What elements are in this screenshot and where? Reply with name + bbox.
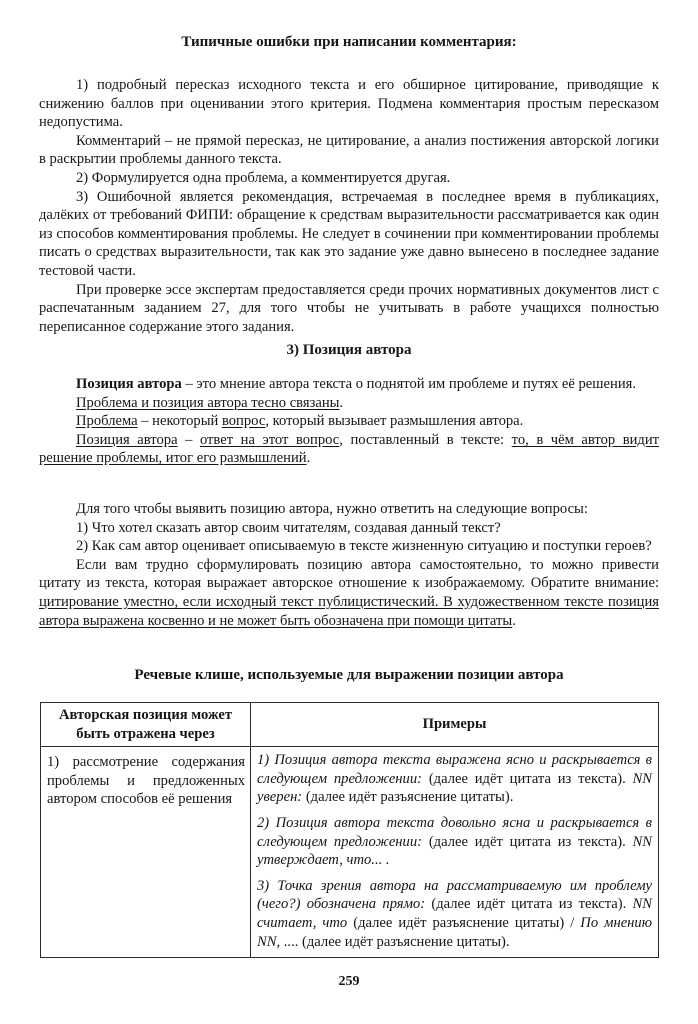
text-fragment: Если вам трудно сформулировать позицию автора самостоятельно, то можно привести цитату из текста, которая выражает авторское отношение к изображаемому. Обратите внимание:	[39, 556, 659, 592]
author-position-section	[39, 375, 659, 468]
example-italic: 1) Позиция автора текста выражена ясно и раскрывается в следующем предложении:	[257, 752, 652, 787]
paragraph-questions-intro: Для того чтобы выявить позицию автора, нужно ответить на следующие вопросы:	[76, 501, 588, 517]
example-italic: 2) Позиция автора текста довольно ясна и раскрывается в следующем предложении:	[257, 814, 652, 850]
example-note: (далее идёт разъяснение цитаты) /	[347, 914, 581, 931]
text-fragment: – некоторый	[137, 413, 222, 430]
table-row	[41, 747, 659, 958]
paragraph-expert-check: При проверке эссе экспертам предоставляется среди прочих нормативных документов лист с распечатанным заданием 27, для того чтобы не учитывать в работе учащихся полностью переписанное содержание этого задания.	[39, 281, 659, 335]
example-italic: NN утверждает, что... .	[257, 833, 653, 869]
underlined-quote-note: цитирование уместно, если исходный текст публицистический. В художественном тексте позиция автора выражена косвенно и не может быть обозначена при помощи цитаты	[39, 593, 659, 629]
text-fragment: , который вызывает размышления автора.	[265, 413, 524, 430]
paragraph-link	[39, 394, 659, 413]
paragraph-error-1: 1) подробный пересказ исходного текста и его обширное цитирование, приводящие к снижению баллов при оценивании этого критерия. Подмена комментария простым пересказом недопустима.	[39, 77, 659, 131]
cell-examples	[251, 747, 659, 958]
term-position: Позиция автора	[76, 431, 178, 448]
definition-text: – это мнение автора текста о поднятой им проблеме и путях её решения.	[181, 376, 636, 392]
example-italic: По мнению NN,	[257, 914, 653, 950]
paragraph-error-3: 3) Ошибочной является рекомендация, встречаемая в последнее время в публикациях, далёких от требований ФИПИ: обращение к средствам выразительности рассматривается как один из способов комментирования проблемы. Не следует в сочинении при комментировании проблемы писать о средствах выразительности, так как это задание уже давно вынесено в последнее задание тестовой части.	[39, 188, 659, 279]
cliche-table	[40, 702, 659, 958]
underlined-answer: ответ на этот вопрос	[199, 431, 340, 448]
paragraph-position-answer	[39, 431, 659, 468]
example-italic: NN считает, что	[257, 896, 652, 931]
heading-author-position: 3) Позиция автора	[286, 342, 412, 358]
errors-section	[39, 76, 659, 336]
paragraph-position-definition	[39, 375, 659, 394]
example-italic: NN уверен:	[257, 770, 653, 806]
term-question: вопрос	[221, 413, 266, 430]
questions-section	[39, 500, 659, 630]
example-note: (далее идёт цитата из текста).	[425, 896, 633, 913]
text-fragment: –	[177, 431, 200, 448]
header-cell-position-through: Авторская позиция может быть отражена через	[41, 703, 251, 747]
example-1	[257, 751, 652, 807]
heading-typical-errors: Типичные ошибки при написании комментария:	[181, 34, 517, 50]
underlined-link-sentence: Проблема и позиция автора тесно связаны	[76, 394, 340, 411]
paragraph-quote-advice	[39, 556, 659, 630]
header-cell-examples: Примеры	[251, 703, 659, 747]
term-author-position: Позиция автора	[76, 376, 182, 392]
example-note: (далее идёт цитата из текста).	[422, 833, 633, 850]
paragraph-error-2: 2) Формулируется одна проблема, а комментируется другая.	[76, 169, 451, 186]
cell-way: 1) рассмотрение содержания проблемы и предложенных автором способов её решения	[41, 747, 251, 958]
paragraph-problem-def	[39, 412, 659, 431]
question-1: 1) Что хотел сказать автор своим читателям, создавая данный текст?	[76, 519, 501, 536]
page-number: 259	[338, 974, 360, 989]
punctuation: .	[306, 450, 311, 467]
table-header-row	[41, 703, 659, 747]
punctuation: .	[339, 394, 344, 411]
example-2	[257, 814, 652, 870]
question-2: 2) Как сам автор оценивает описываемую в тексте жизненную ситуацию и поступки героев?	[76, 538, 652, 555]
example-note: .... (далее идёт разъяснение цитаты).	[280, 933, 510, 950]
example-italic: 3) Точка зрения автора на рассматриваемую им проблему (чего?) обозначена прямо:	[257, 877, 652, 913]
example-note: (далее идёт цитата из текста).	[422, 770, 633, 787]
underlined-solution: то, в чём автор видит решение проблемы, итог его размышлений	[39, 431, 660, 467]
example-3	[257, 877, 652, 951]
heading-cliche-table: Речевые клише, используемые для выражении позиции автора	[134, 667, 564, 683]
term-problem: Проблема	[76, 413, 138, 430]
example-note: (далее идёт разъяснение цитаты).	[302, 789, 514, 806]
punctuation: .	[512, 612, 516, 629]
text-fragment: , поставленный в тексте:	[339, 431, 512, 448]
paragraph-commentary-def: Комментарий – не прямой пересказ, не цитирование, а анализ постижения авторской логики в раскрытии проблемы данного текста.	[39, 132, 659, 168]
